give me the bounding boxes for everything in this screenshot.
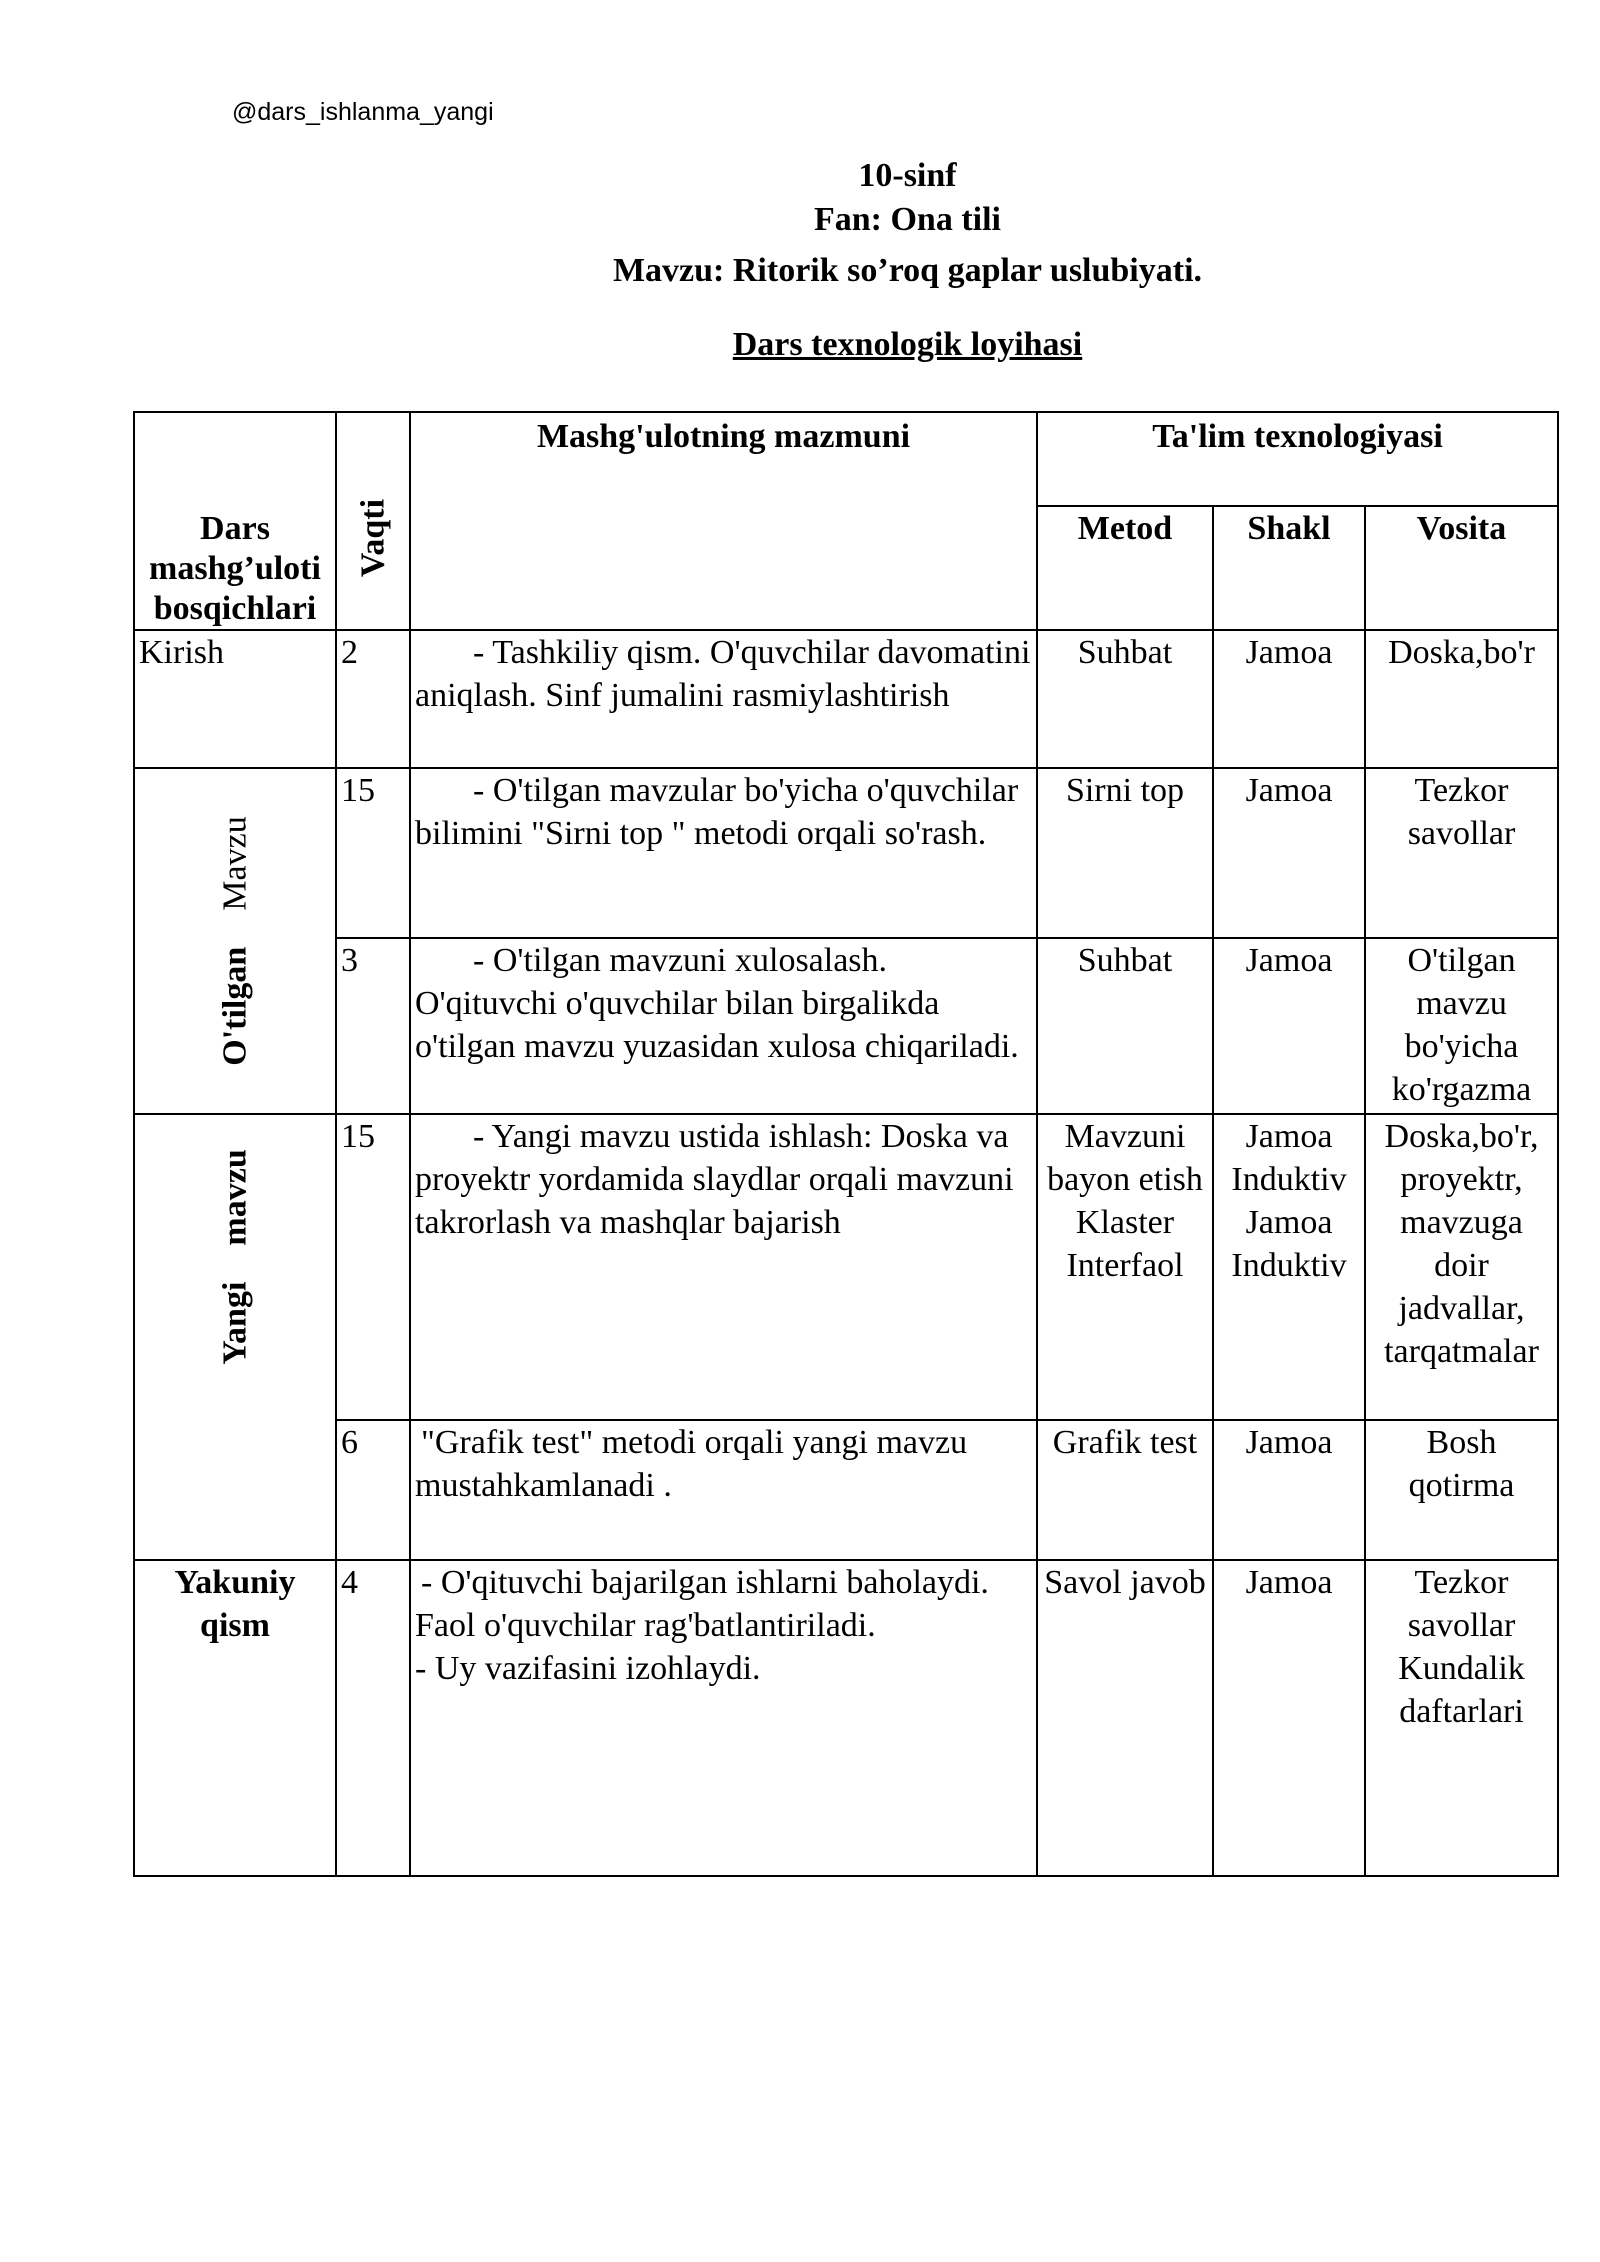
- row-content: [410, 1560, 1037, 1876]
- row-tool: Tezkor savollar: [1365, 768, 1558, 938]
- header-technology: Ta'lim texnologiyasi: [1037, 412, 1558, 506]
- row-tool: Doska,bo'r, proyektr, mavzuga doir jadvallar, tarqatmalar: [1365, 1114, 1558, 1420]
- row-method: Sirni top: [1037, 768, 1213, 938]
- header-tool: Vosita: [1365, 506, 1558, 630]
- row-time: 15: [336, 1114, 410, 1420]
- row-content-line: - Uy vazifasini izohlaydi.: [415, 1650, 761, 1687]
- row-content-line: - O'qituvchi bajarilgan ishlarni baholaydi. Faol o'quvchilar rag'batlantiriladi.: [415, 1564, 989, 1644]
- header-form: Shakl: [1213, 506, 1365, 630]
- lesson-plan-table: [133, 411, 1559, 1877]
- stage-new-label: [214, 1149, 257, 1364]
- document-title: Dars texnologik loyihasi: [732, 326, 1083, 363]
- row-time: 15: [336, 768, 410, 938]
- header-method: Metod: [1037, 506, 1213, 630]
- table-row: [134, 1560, 1558, 1876]
- table-row: [134, 768, 1558, 938]
- table-row: [134, 938, 1558, 1114]
- header-time-label: Vaqti: [354, 499, 392, 578]
- stage-review-bold: O'tilgan: [216, 946, 254, 1066]
- row-method: Mavzuni bayon etish Klaster Interfaol: [1037, 1114, 1213, 1420]
- row-form: Jamoa: [1213, 630, 1365, 768]
- row-form: Jamoa: [1213, 938, 1365, 1114]
- table-row: [134, 1420, 1558, 1560]
- row-tool: Doska,bo'r: [1365, 630, 1558, 768]
- table-header-row: [134, 412, 1558, 506]
- stage-review-normal: Mavzu: [216, 816, 254, 911]
- stage-intro: Kirish: [134, 630, 336, 768]
- table-row: [134, 1114, 1558, 1420]
- row-content: "Grafik test" metodi orqali yangi mavzu mustahkamlanadi .: [410, 1420, 1037, 1560]
- table-row: [134, 630, 1558, 768]
- row-form: Jamoa: [1213, 1420, 1365, 1560]
- header-content: Mashg'ulotning mazmuni: [410, 412, 1037, 630]
- subject-heading: Fan: Ona tili: [813, 201, 1002, 238]
- channel-watermark: @dars_ishlanma_yangi: [232, 98, 494, 126]
- topic-heading: Mavzu: Ritorik so’roq gaplar uslubiyati.: [612, 252, 1203, 289]
- row-tool: Tezkor savollar Kundalik daftarlari: [1365, 1560, 1558, 1876]
- row-time: 6: [336, 1420, 410, 1560]
- row-form: Jamoa: [1213, 1560, 1365, 1876]
- row-tool: O'tilgan mavzu bo'yicha ko'rgazma: [1365, 938, 1558, 1114]
- row-form: Jamoa Induktiv Jamoa Induktiv: [1213, 1114, 1365, 1420]
- row-method: Suhbat: [1037, 938, 1213, 1114]
- row-method: Savol javob: [1037, 1560, 1213, 1876]
- row-tool: Bosh qotirma: [1365, 1420, 1558, 1560]
- stage-new: [134, 1114, 336, 1560]
- row-content: - O'tilgan mavzuni xulosalash. O'qituvchi o'quvchilar bilan birgalikda o'tilgan mavzu yuzasidan xulosa chiqariladi.: [410, 938, 1037, 1114]
- row-content: - Yangi mavzu ustida ishlash: Doska va proyektr yordamida slaydlar orqali mavzuni takrorlash va mashqlar bajarish: [410, 1114, 1037, 1420]
- row-method: Grafik test: [1037, 1420, 1213, 1560]
- row-time: 3: [336, 938, 410, 1114]
- stage-final: Yakuniy qism: [134, 1560, 336, 1876]
- grade-heading: 10-sinf: [858, 157, 957, 194]
- row-time: 2: [336, 630, 410, 768]
- row-content: - O'tilgan mavzular bo'yicha o'quvchilar bilimini "Sirni top " metodi orqali so'rash.: [410, 768, 1037, 938]
- row-method: Suhbat: [1037, 630, 1213, 768]
- row-time: 4: [336, 1560, 410, 1876]
- stage-review-label: [214, 816, 257, 1065]
- stage-review: [134, 768, 336, 1114]
- stage-new-word-b: mavzu: [216, 1149, 254, 1246]
- header-stages: Dars mashg’uloti bosqichlari: [134, 412, 336, 630]
- row-content: - Tashkiliy qism. O'quvchilar davomatini aniqlash. Sinf jumalini rasmiylashtirish: [410, 630, 1037, 768]
- stage-new-word-a: Yangi: [216, 1281, 254, 1365]
- header-time: [336, 412, 410, 630]
- row-form: Jamoa: [1213, 768, 1365, 938]
